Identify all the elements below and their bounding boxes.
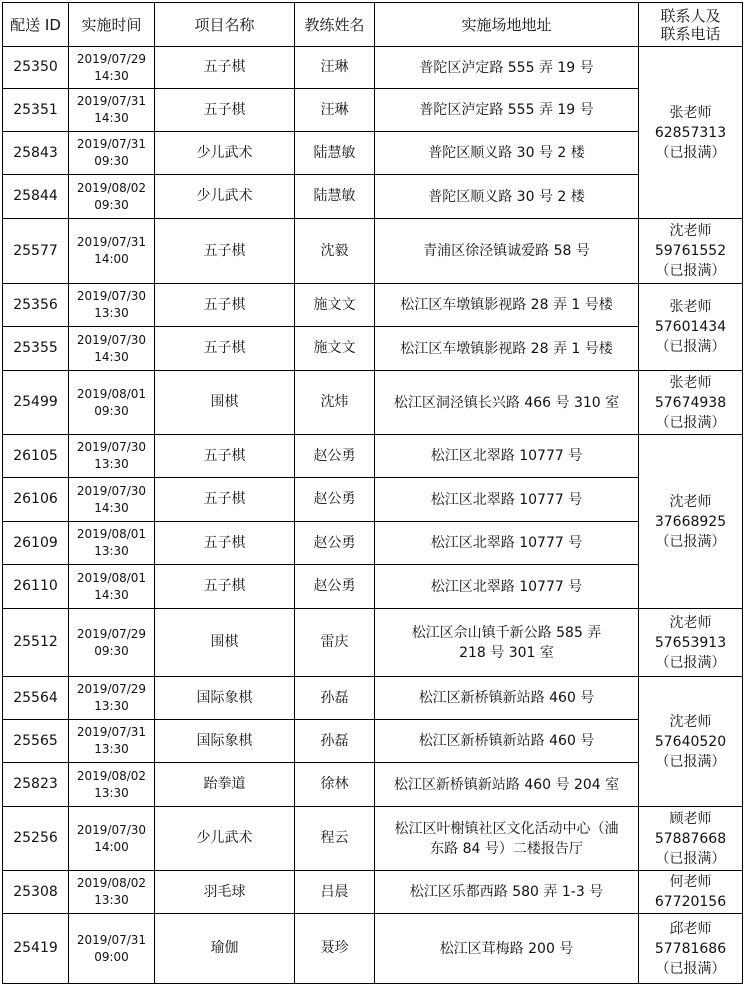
contact-note: （已报满） — [655, 339, 726, 355]
cell-date: 2019/08/02 — [76, 180, 147, 195]
cell-address — [375, 677, 639, 720]
schedule-table — [2, 2, 743, 984]
cell-address-line: 普陀区泸定路 555 弄 19 号 — [419, 102, 594, 118]
cell-contact — [639, 609, 743, 677]
cell-address-line: 松江区叶榭镇社区文化活动中心（浀 — [394, 820, 619, 837]
contact-name: 张老师 — [669, 104, 712, 121]
cell-contact — [639, 371, 743, 435]
cell-date: 2019/07/29 — [76, 626, 147, 641]
cell-clock-time: 13:30 — [94, 699, 129, 713]
cell-id: 26105 — [3, 435, 69, 478]
cell-date: 2019/07/29 — [76, 682, 147, 696]
cell-clock-time: 13:30 — [94, 306, 129, 320]
cell-address — [375, 327, 639, 371]
cell-project: 少儿武术 — [155, 132, 295, 175]
cell-coach: 沈炜 — [295, 371, 375, 435]
cell-time — [69, 371, 155, 435]
cell-clock-time: 14:30 — [94, 111, 129, 125]
table-row — [3, 175, 743, 219]
contact-name: 张老师 — [669, 299, 712, 315]
cell-address-line: 普陀区泸定路 555 弄 19 号 — [419, 59, 594, 76]
contact-note: （已报满） — [655, 263, 726, 279]
cell-clock-time: 09:00 — [94, 949, 129, 964]
cell-address-line: 松江区新桥镇新站路 460 号 — [418, 690, 595, 706]
cell-time — [69, 565, 155, 609]
cell-time — [69, 175, 155, 219]
contact-note: （已报满） — [655, 144, 726, 161]
cell-time — [69, 284, 155, 327]
cell-time — [69, 763, 155, 807]
table-row — [3, 871, 743, 914]
cell-time — [69, 435, 155, 478]
contact-name: 顾老师 — [669, 810, 712, 827]
cell-id: 25499 — [3, 371, 69, 435]
cell-address — [375, 807, 639, 871]
cell-project: 围棋 — [155, 609, 295, 677]
cell-time — [69, 89, 155, 132]
cell-coach: 赵公勇 — [295, 565, 375, 609]
cell-coach: 徐林 — [295, 763, 375, 807]
cell-address — [375, 478, 639, 522]
cell-project: 围棋 — [155, 371, 295, 435]
cell-clock-time: 09:30 — [94, 643, 129, 658]
cell-clock-time: 13:30 — [94, 742, 129, 756]
cell-id: 25844 — [3, 175, 69, 219]
cell-address — [375, 371, 639, 435]
cell-project: 五子棋 — [155, 327, 295, 371]
cell-clock-time: 14:30 — [94, 349, 129, 364]
contact-name: 沈老师 — [669, 614, 712, 631]
cell-id: 25512 — [3, 609, 69, 677]
cell-date: 2019/07/31 — [76, 94, 147, 108]
header-coach: 教练姓名 — [295, 3, 375, 47]
cell-address-line: 松江区洞泾镇长兴路 466 号 310 室 — [393, 394, 620, 411]
contact-name: 沈老师 — [669, 223, 712, 239]
cell-address-line: 松江区新桥镇新站路 460 号 204 室 — [393, 776, 620, 793]
cell-time — [69, 132, 155, 175]
cell-date: 2019/07/30 — [76, 822, 147, 837]
cell-clock-time: 09:30 — [94, 403, 129, 418]
cell-date: 2019/08/02 — [76, 876, 147, 890]
cell-time — [69, 609, 155, 677]
cell-date: 2019/07/30 — [76, 332, 147, 347]
cell-project: 国际象棋 — [155, 720, 295, 763]
cell-clock-time: 13:30 — [94, 457, 129, 471]
cell-address-line: 松江区北翠路 10777 号 — [430, 578, 583, 595]
cell-contact — [639, 871, 743, 914]
cell-project: 五子棋 — [155, 435, 295, 478]
contact-note: （已报满） — [655, 654, 726, 671]
cell-id: 25843 — [3, 132, 69, 175]
cell-address — [375, 175, 639, 219]
cell-clock-time: 14:30 — [94, 587, 129, 602]
cell-contact — [639, 677, 743, 807]
contact-phone: 62857313 — [654, 124, 727, 141]
cell-coach: 孙磊 — [295, 720, 375, 763]
cell-clock-time: 14:30 — [94, 68, 129, 83]
cell-contact — [639, 219, 743, 284]
cell-time — [69, 47, 155, 89]
cell-address — [375, 720, 639, 763]
table-row — [3, 47, 743, 89]
cell-project: 五子棋 — [155, 522, 295, 565]
cell-clock-time: 14:00 — [94, 839, 129, 854]
cell-id: 26106 — [3, 478, 69, 522]
table-row — [3, 219, 743, 284]
cell-id: 25351 — [3, 89, 69, 132]
cell-date: 2019/07/31 — [76, 725, 147, 739]
contact-name: 邱老师 — [669, 920, 712, 937]
cell-project: 瑜伽 — [155, 914, 295, 984]
contact-note: （已报满） — [655, 850, 726, 867]
cell-time — [69, 219, 155, 284]
cell-id: 25256 — [3, 807, 69, 871]
cell-coach: 施文文 — [295, 327, 375, 371]
cell-id: 25355 — [3, 327, 69, 371]
cell-clock-time: 09:30 — [94, 197, 129, 212]
cell-coach: 赵公勇 — [295, 435, 375, 478]
cell-date: 2019/07/31 — [76, 137, 147, 151]
cell-clock-time: 13:30 — [94, 544, 129, 558]
cell-address-line: 松江区佘山镇千新公路 585 弄 — [411, 624, 602, 641]
table-body — [3, 47, 743, 984]
cell-contact — [639, 284, 743, 371]
cell-date: 2019/07/30 — [76, 483, 147, 498]
contact-phone: 57601434 — [654, 319, 727, 335]
table-row — [3, 565, 743, 609]
cell-time — [69, 807, 155, 871]
cell-time — [69, 720, 155, 763]
cell-address — [375, 871, 639, 914]
contact-name: 张老师 — [669, 374, 712, 391]
cell-contact — [639, 807, 743, 871]
cell-coach: 沈毅 — [295, 219, 375, 284]
cell-address — [375, 284, 639, 327]
cell-project: 五子棋 — [155, 89, 295, 132]
cell-project: 五子棋 — [155, 478, 295, 522]
header-row — [3, 3, 743, 47]
cell-id: 25565 — [3, 720, 69, 763]
contact-phone: 57781686 — [654, 940, 727, 957]
cell-address-line: 青浦区徐泾镇诚爱路 58 号 — [423, 243, 590, 259]
cell-address — [375, 609, 639, 677]
contact-phone: 57674938 — [654, 394, 727, 411]
cell-clock-time: 13:30 — [94, 893, 129, 907]
contact-phone: 57640520 — [654, 733, 727, 750]
cell-address-line: 松江区北翠路 10777 号 — [430, 491, 583, 508]
cell-date: 2019/08/01 — [76, 570, 147, 585]
contact-note: （已报满） — [655, 533, 726, 550]
cell-id: 25350 — [3, 47, 69, 89]
cell-contact — [639, 435, 743, 609]
cell-project: 五子棋 — [155, 219, 295, 284]
cell-coach: 吕晨 — [295, 871, 375, 914]
cell-id: 25356 — [3, 284, 69, 327]
table-row — [3, 89, 743, 132]
cell-id: 25564 — [3, 677, 69, 720]
cell-address-line: 松江区车墩镇影视路 28 弄 1 号楼 — [400, 340, 613, 357]
cell-time — [69, 914, 155, 984]
table-row — [3, 284, 743, 327]
contact-note: （已报满） — [655, 960, 726, 977]
table-row — [3, 807, 743, 871]
cell-coach: 陆慧敏 — [295, 175, 375, 219]
cell-date: 2019/08/01 — [76, 386, 147, 401]
cell-time — [69, 871, 155, 914]
cell-coach: 雷庆 — [295, 609, 375, 677]
cell-time — [69, 478, 155, 522]
cell-address — [375, 132, 639, 175]
cell-coach: 程云 — [295, 807, 375, 871]
contact-name: 沈老师 — [669, 493, 712, 510]
cell-address — [375, 435, 639, 478]
contact-phone: 57887668 — [654, 830, 727, 847]
cell-address — [375, 763, 639, 807]
cell-address-line: 松江区茸梅路 200 号 — [439, 940, 574, 957]
table-row — [3, 914, 743, 984]
table-row — [3, 371, 743, 435]
cell-id: 25419 — [3, 914, 69, 984]
contact-name: 何老师 — [669, 874, 712, 890]
cell-time — [69, 327, 155, 371]
cell-address-line: 松江区乐都西路 580 弄 1-3 号 — [409, 884, 604, 900]
cell-clock-time: 09:30 — [94, 154, 129, 168]
cell-time — [69, 522, 155, 565]
cell-project: 五子棋 — [155, 47, 295, 89]
cell-coach: 汪琳 — [295, 47, 375, 89]
table-row — [3, 609, 743, 677]
cell-contact — [639, 47, 743, 219]
header-contact-line2: 联系电话 — [660, 24, 721, 43]
cell-date: 2019/07/29 — [76, 51, 147, 66]
cell-address — [375, 47, 639, 89]
table-row — [3, 435, 743, 478]
cell-address-line: 普陀区顺义路 30 号 2 楼 — [428, 188, 585, 205]
contact-phone: 57653913 — [654, 634, 727, 651]
header-contact-line1: 联系人及 — [660, 6, 721, 25]
cell-id: 26109 — [3, 522, 69, 565]
cell-address-line: 松江区新桥镇新站路 460 号 — [418, 733, 595, 749]
cell-address — [375, 89, 639, 132]
cell-id: 25308 — [3, 871, 69, 914]
cell-id: 25823 — [3, 763, 69, 807]
cell-time — [69, 677, 155, 720]
contact-phone: 59761552 — [654, 243, 727, 259]
cell-address-line: 松江区北翠路 10777 号 — [430, 535, 583, 551]
cell-address — [375, 914, 639, 984]
cell-address-line: 松江区北翠路 10777 号 — [430, 448, 583, 464]
header-time: 实施时间 — [69, 3, 155, 47]
table-row — [3, 327, 743, 371]
cell-date: 2019/07/31 — [76, 932, 147, 947]
header-project: 项目名称 — [155, 3, 295, 47]
cell-id: 25577 — [3, 219, 69, 284]
contact-phone: 37668925 — [654, 513, 727, 530]
table-row — [3, 677, 743, 720]
cell-clock-time: 14:30 — [94, 500, 129, 515]
cell-project: 少儿武术 — [155, 175, 295, 219]
cell-coach: 汪琳 — [295, 89, 375, 132]
cell-clock-time: 14:00 — [94, 252, 129, 266]
cell-date: 2019/07/30 — [76, 289, 147, 303]
cell-date: 2019/07/30 — [76, 440, 147, 454]
cell-coach: 陆慧敏 — [295, 132, 375, 175]
cell-coach: 赵公勇 — [295, 522, 375, 565]
cell-coach: 聂珍 — [295, 914, 375, 984]
cell-address-line: 东路 84 号）二楼报告厅 — [430, 840, 583, 857]
cell-coach: 施文文 — [295, 284, 375, 327]
contact-note: （已报满） — [655, 414, 726, 431]
cell-contact — [639, 914, 743, 984]
cell-date: 2019/08/01 — [76, 527, 147, 541]
cell-project: 五子棋 — [155, 565, 295, 609]
header-contact — [639, 3, 743, 47]
table-row — [3, 720, 743, 763]
cell-address — [375, 522, 639, 565]
table-row — [3, 763, 743, 807]
cell-project: 跆拳道 — [155, 763, 295, 807]
cell-date: 2019/07/31 — [76, 235, 147, 249]
header-address: 实施场地地址 — [375, 3, 639, 47]
cell-coach: 孙磊 — [295, 677, 375, 720]
cell-address-line: 普陀区顺义路 30 号 2 楼 — [428, 145, 585, 161]
cell-project: 五子棋 — [155, 284, 295, 327]
cell-project: 羽毛球 — [155, 871, 295, 914]
cell-address — [375, 565, 639, 609]
table-row — [3, 522, 743, 565]
contact-note: （已报满） — [655, 753, 726, 770]
cell-project: 少儿武术 — [155, 807, 295, 871]
cell-id: 26110 — [3, 565, 69, 609]
cell-date: 2019/08/02 — [76, 768, 147, 783]
contact-name: 沈老师 — [669, 713, 712, 730]
header-id: 配送 ID — [3, 3, 69, 47]
table-row — [3, 132, 743, 175]
table-row — [3, 478, 743, 522]
cell-project: 国际象棋 — [155, 677, 295, 720]
contact-phone: 67720156 — [654, 894, 727, 910]
cell-clock-time: 13:30 — [94, 785, 129, 800]
cell-address-line: 218 号 301 室 — [459, 644, 554, 661]
cell-address-line: 松江区车墩镇影视路 28 弄 1 号楼 — [400, 297, 613, 313]
cell-coach: 赵公勇 — [295, 478, 375, 522]
cell-address — [375, 219, 639, 284]
